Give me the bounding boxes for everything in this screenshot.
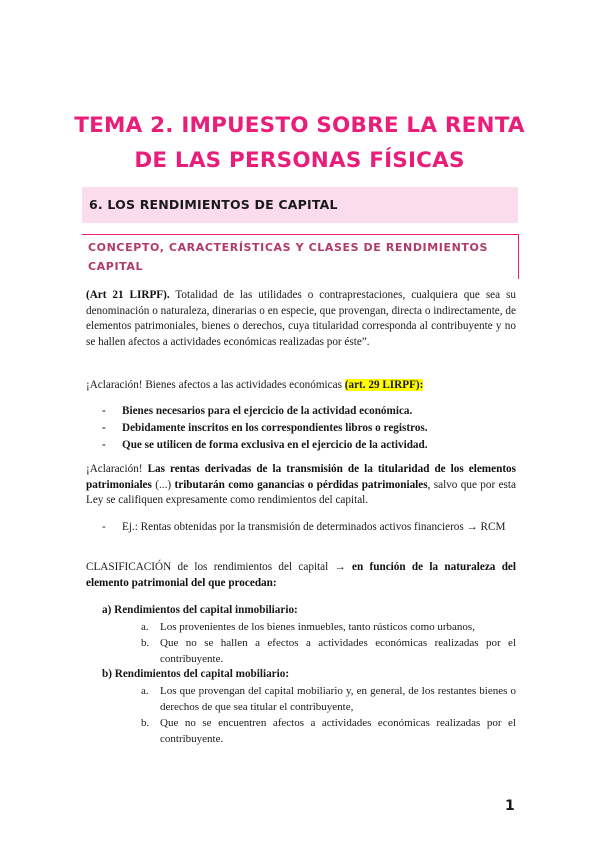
section-title: 6. LOS RENDIMIENTOS DE CAPITAL [89,197,338,212]
list-item-text: Que no se encuentren afectos a actividades económicas realizadas por el contribuyente. [160,717,516,745]
list-letter: a. [141,685,149,697]
list-b-label: b) Rendimientos del capital mobiliario: [102,668,290,680]
bullet-dash: - [102,521,106,533]
article-reference: (Art 21 LIRPF). [86,289,170,301]
list-item-text: Que no se hallen a efectos a actividades económicas realizadas por el contribuyente. [160,637,516,665]
classification-bold: en función de la naturaleza del elemento patrimonial del que procedan: [86,561,516,589]
list-item [143,636,516,667]
definition-text: Totalidad de las utilidades o contraprestaciones, cualquiera que sea su denominación o naturaleza, dinerarias o en especie, que provengan, directa o indirectamente, de elementos patrimoniales, bienes o derechos, cuya titularidad corresponda al contribuyente y no se hallen afectos a actividades económicas realizadas por éste”. [86,289,516,348]
list-a-label: a) Rendimientos del capital inmobiliario: [102,604,298,616]
bullet-item [102,420,428,436]
bullet-item [102,437,428,453]
title-line-2: DE LAS PERSONAS FÍSICAS [134,148,465,173]
subsection-line-2: CAPITAL [88,260,144,273]
bullet-dash: - [102,422,106,434]
list-letter: a. [141,621,149,633]
list-letter: b. [141,717,150,729]
page-number: 1 [505,798,515,814]
definition-paragraph [86,288,516,350]
clarification-paragraph-2 [86,462,516,509]
bullet-dash: - [102,439,106,451]
list-item [143,684,516,715]
clarification-label: ¡Aclaración! [86,463,148,475]
list-letter: b. [141,637,150,649]
classification-paragraph [86,560,516,591]
paragraph-tail: , salvo que por esta Ley se califiquen expresamente como rendimientos del capital. [86,478,516,506]
clarification-text: ¡Aclaración! Bienes afectos a las actividades económicas [86,379,345,391]
example-item [102,520,516,536]
highlighted-article: (art. 29 LIRPF): [344,379,424,391]
list-item [143,620,516,636]
list-item-text: Los provenientes de los bienes inmuebles, tanto rústicos como urbanos, [160,621,475,633]
ellipsis: (...) [151,478,175,491]
list-item [143,716,516,747]
bullet-text: Debidamente inscritos en los correspondientes libros o registros. [122,422,428,434]
classification-label: CLASIFICACIÓN de los rendimientos del capital → [86,561,353,573]
bullet-dash: - [102,405,106,417]
example-text: Ej.: Rentas obtenidas por la transmisión de determinados activos financieros → RCM [122,521,506,533]
subsection-title [88,238,498,276]
bullet-text: Bienes necesarios para el ejercicio de la actividad económica. [122,405,413,417]
bullet-item [102,403,412,419]
title-line-1: TEMA 2. IMPUESTO SOBRE LA RENTA [74,113,525,138]
bullet-text: Que se utilicen de forma exclusiva en el ejercicio de la actividad. [122,439,428,451]
bold-phrase: tributarán como ganancias o pérdidas patrimoniales [174,478,428,491]
document-title [60,108,539,178]
subsection-line-1: CONCEPTO, CARACTERÍSTICAS Y CLASES DE RENDIMIENTOS [88,241,488,254]
list-item-text: Los que provengan del capital mobiliario y, en general, de los restantes bienes o derechos de que sea titular el contribuyente, [160,685,516,713]
bold-phrase: Las rentas derivadas de la transmisión de la titularidad de los elementos patrimoniales [86,463,516,491]
clarification-paragraph-1 [86,378,516,394]
